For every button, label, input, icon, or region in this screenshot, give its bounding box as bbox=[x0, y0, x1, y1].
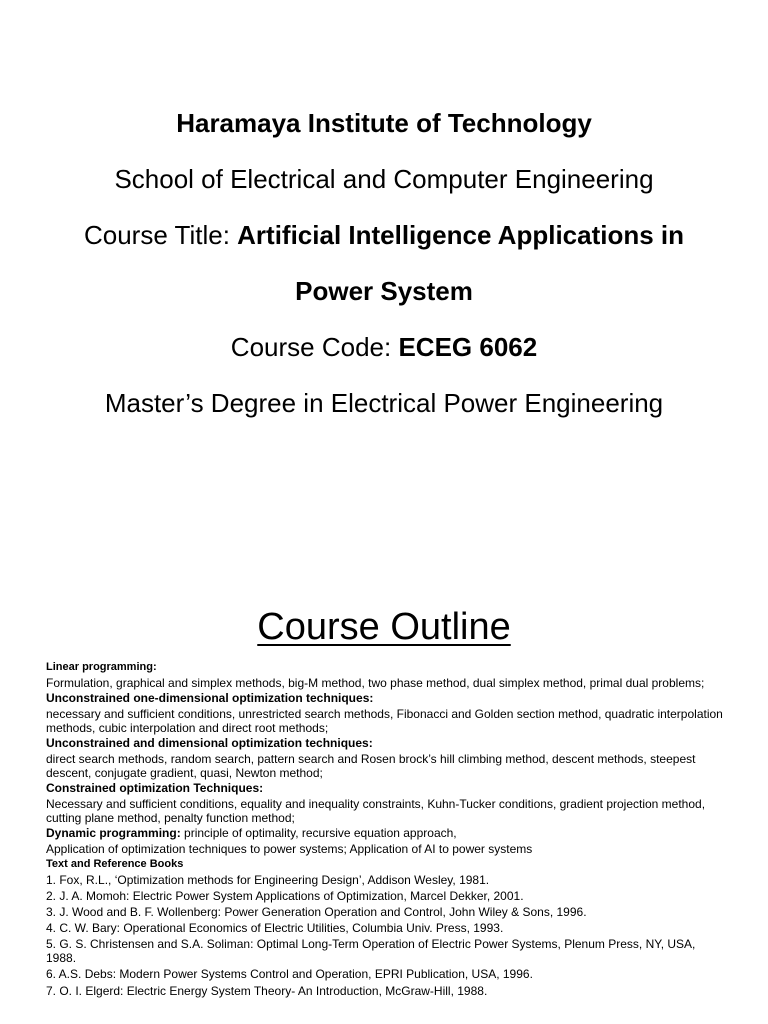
section-body: direct search methods, random search, pattern search and Rosen brock’s hill climbing method, descent methods, steepest descent, conjugate gradient, quasi, Newton method; bbox=[46, 751, 696, 780]
section-title: Constrained optimization Techniques: bbox=[46, 781, 264, 795]
course-outline-body bbox=[46, 660, 726, 1000]
course-title-value: Artificial Intelligence Applications in bbox=[237, 220, 685, 250]
section-body: Necessary and sufficient conditions, equality and inequality constraints, Kuhn-Tucker conditions, gradient projection method, cutting plane method, penalty function method; bbox=[46, 796, 706, 825]
course-title-label: Course Title: bbox=[83, 220, 238, 250]
section-inline-text: principle of optimality, recursive equation approach, bbox=[180, 826, 457, 840]
course-outline-heading: Course Outline bbox=[257, 606, 511, 648]
reference-item: 3. J. Wood and B. F. Wollenberg: Power Generation Operation and Control, John Wiley & Sons, 1996. bbox=[46, 904, 587, 919]
reference-item: 4. C. W. Bary: Operational Economics of Electric Utilities, Columbia Univ. Press, 1993. bbox=[46, 921, 504, 936]
section-body: necessary and sufficient conditions, unrestricted search methods, Fibonacci and Golden section method, quadratic interpolation methods, cubic interpolation and direct root methods; bbox=[46, 706, 723, 735]
section-title: Unconstrained and dimensional optimization techniques: bbox=[46, 736, 373, 750]
course-code-value: ECEG 6062 bbox=[398, 332, 538, 362]
school-name: School of Electrical and Computer Engineering bbox=[114, 164, 654, 194]
section-title: Unconstrained one-dimensional optimization techniques: bbox=[46, 691, 374, 705]
reference-item: 5. G. S. Christensen and S.A. Soliman: Optimal Long-Term Operation of Electric Power Systems, Plenum Press, NY, USA, 1988. bbox=[46, 937, 696, 966]
institute-name: Haramaya Institute of Technology bbox=[176, 108, 592, 138]
course-title bbox=[0, 218, 768, 252]
section-title: Linear programming: bbox=[46, 661, 157, 673]
course-code bbox=[0, 330, 768, 364]
degree-name: Master’s Degree in Electrical Power Engineering bbox=[104, 388, 664, 418]
course-title-continued: Power System bbox=[295, 276, 473, 306]
reference-item: 6. A.S. Debs: Modern Power Systems Control and Operation, EPRI Publication, USA, 1996. bbox=[46, 967, 533, 982]
reference-item: 2. J. A. Momoh: Electric Power System Applications of Optimization, Marcel Dekker, 2001. bbox=[46, 888, 524, 903]
course-code-label: Course Code: bbox=[230, 332, 399, 362]
reference-item: 7. O. I. Elgerd: Electric Energy System Theory- An Introduction, McGraw-Hill, 1988. bbox=[46, 983, 488, 998]
references-title: Text and Reference Books bbox=[46, 858, 184, 870]
reference-list bbox=[46, 873, 726, 998]
section-title: Dynamic programming: bbox=[46, 826, 181, 840]
dynamic-programming-line bbox=[46, 826, 726, 840]
section-body: Application of optimization techniques to power systems; Application of AI to power systems bbox=[46, 841, 533, 856]
section-body: Formulation, graphical and simplex methods, big-M method, two phase method, dual simplex method, primal dual problems; bbox=[46, 675, 705, 690]
reference-item: 1. Fox, R.L., ‘Optimization methods for Engineering Design’, Addison Wesley, 1981. bbox=[46, 872, 490, 887]
